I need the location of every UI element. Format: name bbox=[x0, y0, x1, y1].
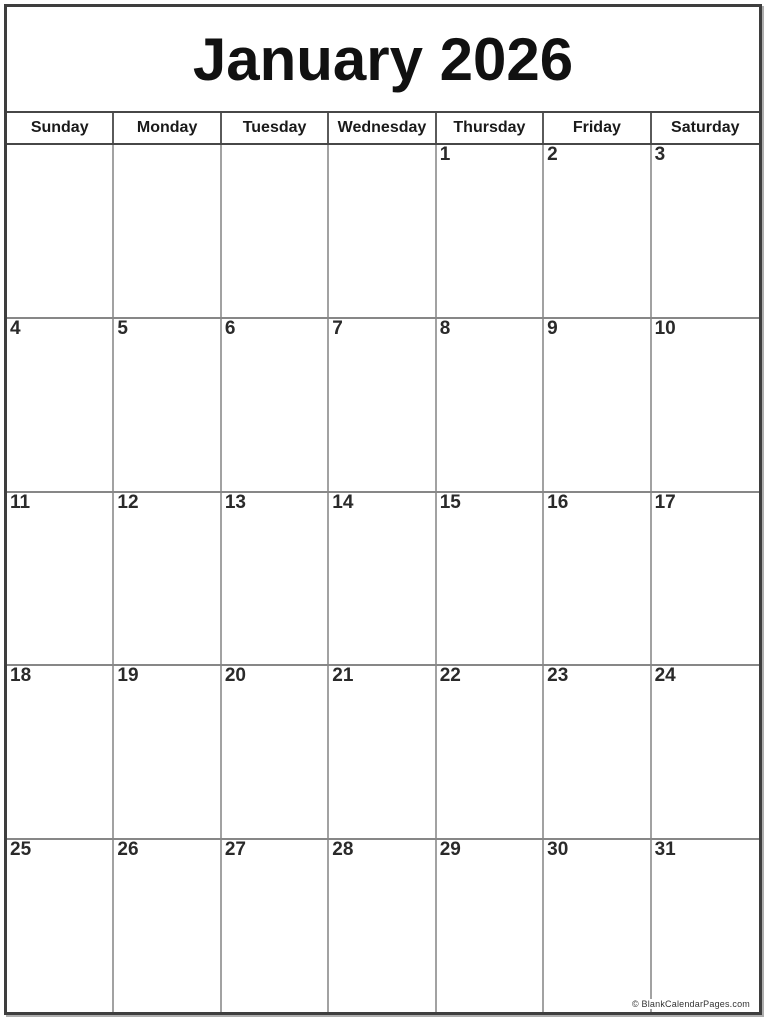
day-number: 3 bbox=[654, 145, 666, 165]
day-cell bbox=[544, 319, 651, 491]
day-cell bbox=[544, 145, 651, 317]
weekday-header-row bbox=[7, 113, 759, 145]
day-number: 27 bbox=[224, 840, 246, 861]
weekday-header-wednesday: Wednesday bbox=[329, 113, 436, 143]
day-number: 25 bbox=[10, 840, 32, 861]
day-cell bbox=[222, 145, 329, 317]
day-number: 22 bbox=[439, 666, 461, 687]
calendar-page bbox=[4, 4, 762, 1015]
day-cell bbox=[114, 493, 221, 665]
day-number: 15 bbox=[439, 492, 461, 513]
week-row-3 bbox=[7, 493, 759, 667]
calendar-grid bbox=[7, 111, 759, 1012]
day-cell bbox=[7, 840, 114, 1012]
day-cell bbox=[652, 493, 759, 665]
day-number: 30 bbox=[547, 840, 569, 861]
day-cell bbox=[7, 493, 114, 665]
day-cell bbox=[437, 493, 544, 665]
day-cell bbox=[329, 666, 436, 838]
day-cell bbox=[114, 840, 221, 1012]
day-cell bbox=[7, 666, 114, 838]
day-number: 18 bbox=[10, 666, 32, 687]
day-number: 26 bbox=[117, 840, 139, 861]
day-cell bbox=[329, 840, 436, 1012]
day-cell bbox=[222, 840, 329, 1012]
calendar-title: January 2026 bbox=[192, 26, 574, 93]
day-cell bbox=[329, 319, 436, 491]
weekday-header-friday: Friday bbox=[544, 113, 651, 143]
day-cell bbox=[7, 145, 114, 317]
day-number: 9 bbox=[547, 318, 558, 339]
day-cell bbox=[437, 319, 544, 491]
day-number: 7 bbox=[332, 318, 343, 339]
day-cell bbox=[437, 145, 544, 317]
day-cell bbox=[114, 666, 221, 838]
day-cell bbox=[222, 319, 329, 491]
day-number: 17 bbox=[654, 492, 676, 513]
day-number: 19 bbox=[117, 666, 139, 687]
day-cell bbox=[437, 840, 544, 1012]
day-cell bbox=[652, 319, 759, 491]
weekday-header-tuesday: Tuesday bbox=[222, 113, 329, 143]
day-number: 14 bbox=[332, 492, 354, 513]
day-number: 11 bbox=[10, 492, 31, 513]
day-number: 23 bbox=[547, 666, 569, 687]
week-row-5 bbox=[7, 840, 759, 1012]
title-band bbox=[7, 7, 759, 111]
day-cell bbox=[544, 666, 651, 838]
weekday-header-monday: Monday bbox=[114, 113, 221, 143]
day-number: 20 bbox=[224, 666, 246, 687]
day-number: 10 bbox=[654, 318, 676, 339]
day-number: 16 bbox=[547, 492, 569, 513]
day-number: 24 bbox=[654, 666, 676, 687]
day-cell bbox=[7, 319, 114, 491]
day-number: 1 bbox=[439, 145, 451, 165]
week-row-4 bbox=[7, 666, 759, 840]
day-number: 13 bbox=[224, 492, 246, 513]
day-cell bbox=[329, 493, 436, 665]
day-number: 21 bbox=[332, 666, 354, 687]
day-cell bbox=[652, 145, 759, 317]
day-cell bbox=[544, 493, 651, 665]
day-cell bbox=[652, 840, 759, 1012]
day-cell bbox=[114, 145, 221, 317]
day-number: 4 bbox=[10, 318, 21, 339]
copyright-text: © BlankCalendarPages.com bbox=[632, 999, 750, 1009]
day-cell bbox=[329, 145, 436, 317]
week-row-2 bbox=[7, 319, 759, 493]
weekday-header-saturday: Saturday bbox=[671, 119, 740, 136]
day-number: 29 bbox=[439, 840, 461, 861]
day-cell bbox=[114, 319, 221, 491]
day-cell bbox=[222, 493, 329, 665]
day-cell bbox=[437, 666, 544, 838]
week-row-1 bbox=[7, 145, 759, 319]
day-number: 12 bbox=[117, 492, 139, 513]
weekday-header-sunday: Sunday bbox=[7, 113, 114, 143]
weekday-header-thursday: Thursday bbox=[437, 113, 544, 143]
day-number: 5 bbox=[117, 318, 128, 339]
day-number: 8 bbox=[439, 318, 451, 339]
day-cell bbox=[222, 666, 329, 838]
day-number: 2 bbox=[547, 145, 558, 165]
day-cell bbox=[652, 666, 759, 838]
day-number: 31 bbox=[654, 840, 676, 861]
day-number: 6 bbox=[224, 318, 236, 339]
day-number: 28 bbox=[332, 840, 354, 861]
day-cell bbox=[544, 840, 651, 1012]
